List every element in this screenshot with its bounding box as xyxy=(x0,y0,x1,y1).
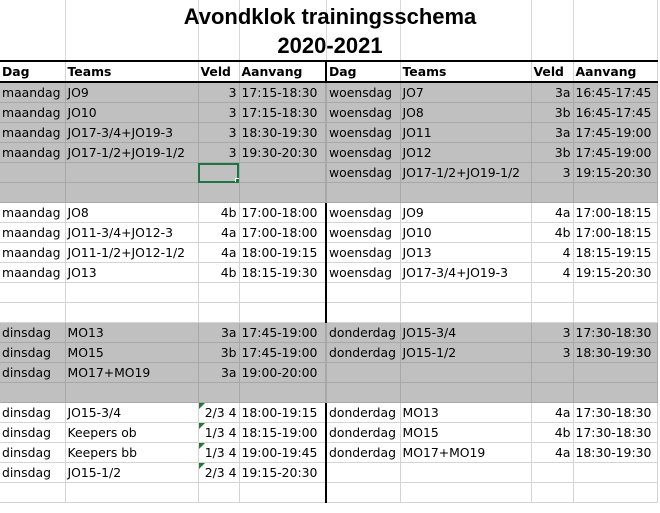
column-header-team[interactable]: Teams xyxy=(400,61,531,82)
cell-dag[interactable] xyxy=(326,463,400,483)
cell-aanvang[interactable]: 19:00-19:45 xyxy=(239,443,326,463)
cell-dag[interactable] xyxy=(0,383,65,403)
cell-team[interactable]: MO17+MO19 xyxy=(65,363,198,383)
cell-veld[interactable]: 3 xyxy=(531,343,573,363)
cell-aanvang[interactable]: 17:30-18:30 xyxy=(573,403,657,423)
cell-dag[interactable]: maandag xyxy=(0,82,65,103)
column-header-dag[interactable]: Dag xyxy=(0,61,65,82)
cell-veld[interactable] xyxy=(198,283,239,303)
table-row xyxy=(0,183,657,203)
cell-dag[interactable]: woensdag xyxy=(326,263,400,283)
cell-team[interactable] xyxy=(65,383,198,403)
cell-veld[interactable]: 3 xyxy=(198,103,239,123)
cell-veld[interactable]: 4 xyxy=(531,243,573,263)
cell-aanvang[interactable] xyxy=(239,183,326,203)
cell-aanvang[interactable]: 16:45-17:45 xyxy=(573,103,657,123)
table-row xyxy=(0,363,657,383)
cell-team[interactable] xyxy=(400,183,531,203)
cell-aanvang[interactable]: 18:15-19:00 xyxy=(239,423,326,443)
cell-aanvang[interactable] xyxy=(239,283,326,303)
cell-veld[interactable]: 4a xyxy=(198,243,239,263)
cell-dag[interactable]: dinsdag xyxy=(0,423,65,443)
cell-aanvang[interactable]: 19:00-20:00 xyxy=(239,363,326,383)
cell-team[interactable]: MO13 xyxy=(400,403,531,423)
cell-veld[interactable]: 4a xyxy=(531,203,573,223)
table-row xyxy=(0,243,657,263)
cell-team[interactable]: JO10 xyxy=(400,223,531,243)
cell-aanvang[interactable]: 18:15-19:30 xyxy=(239,263,326,283)
cell-team[interactable] xyxy=(400,383,531,403)
cell-dag[interactable] xyxy=(326,383,400,403)
cell-dag[interactable] xyxy=(0,163,65,183)
cell-aanvang[interactable] xyxy=(239,383,326,403)
cell-aanvang[interactable]: 17:30-18:30 xyxy=(573,423,657,443)
cell-aanvang[interactable]: 19:15-20:30 xyxy=(573,163,657,183)
cell-veld[interactable]: 2/3 4 xyxy=(198,463,239,483)
cell-veld[interactable]: 3a xyxy=(531,82,573,103)
cell-dag[interactable]: maandag xyxy=(0,263,65,283)
cell-aanvang[interactable]: 16:45-17:45 xyxy=(573,82,657,103)
cell-aanvang[interactable] xyxy=(239,483,326,503)
cell-team[interactable] xyxy=(65,283,198,303)
cell-team[interactable]: JO8 xyxy=(65,203,198,223)
table-row xyxy=(0,443,657,463)
table-row xyxy=(0,223,657,243)
sheet-subtitle-season: 2020-2021 xyxy=(277,33,383,58)
cell-veld[interactable] xyxy=(198,383,239,403)
cell-dag[interactable]: dinsdag xyxy=(0,443,65,463)
cell-aanvang[interactable]: 19:15-20:30 xyxy=(239,463,326,483)
cell-dag[interactable]: dinsdag xyxy=(0,363,65,383)
selected-cell[interactable] xyxy=(198,163,239,183)
table-row xyxy=(0,283,657,303)
cell-team[interactable]: JO15-3/4 xyxy=(65,403,198,423)
cell-dag[interactable]: donderdag xyxy=(326,423,400,443)
cell-aanvang[interactable] xyxy=(573,303,657,323)
cell-team[interactable]: JO9 xyxy=(400,203,531,223)
table-row xyxy=(0,123,657,143)
cell-aanvang[interactable]: 18:30-19:30 xyxy=(573,343,657,363)
cell-team[interactable]: JO13 xyxy=(400,243,531,263)
cell-dag[interactable] xyxy=(326,303,400,323)
cell-team[interactable]: Keepers ob xyxy=(65,423,198,443)
cell-team[interactable] xyxy=(400,283,531,303)
cell-veld[interactable]: 4b xyxy=(531,423,573,443)
cell-veld[interactable]: 3a xyxy=(198,363,239,383)
cell-veld[interactable]: 4a xyxy=(531,443,573,463)
cell-veld[interactable]: 4b xyxy=(198,263,239,283)
cell-veld[interactable]: 1/3 4 xyxy=(198,443,239,463)
cell-dag[interactable] xyxy=(0,483,65,503)
cell-dag[interactable]: woensdag xyxy=(326,103,400,123)
cell-team[interactable]: JO15-1/2 xyxy=(65,463,198,483)
cell-veld[interactable]: 4a xyxy=(531,403,573,423)
cell-veld[interactable] xyxy=(198,483,239,503)
column-header-veld[interactable]: Veld xyxy=(198,61,239,82)
cell-dag[interactable] xyxy=(0,283,65,303)
cell-veld[interactable]: 3 xyxy=(198,143,239,163)
cell-team[interactable]: JO7 xyxy=(400,82,531,103)
table-row xyxy=(0,303,657,323)
cell-veld[interactable]: 3 xyxy=(531,163,573,183)
cell-team[interactable] xyxy=(400,363,531,383)
table-row xyxy=(0,403,657,423)
cell-dag[interactable]: donderdag xyxy=(326,323,400,343)
cell-aanvang[interactable] xyxy=(573,363,657,383)
cell-aanvang[interactable]: 19:15-20:30 xyxy=(573,263,657,283)
table-row xyxy=(0,103,657,123)
cell-team[interactable]: MO17+MO19 xyxy=(400,443,531,463)
cell-dag[interactable] xyxy=(326,363,400,383)
cell-team[interactable]: JO12 xyxy=(400,143,531,163)
column-header-dag[interactable]: Dag xyxy=(326,61,400,82)
cell-aanvang[interactable]: 17:15-18:30 xyxy=(239,82,326,103)
cell-aanvang[interactable] xyxy=(239,163,326,183)
cell-team[interactable]: JO15-3/4 xyxy=(400,323,531,343)
cell-team[interactable]: JO10 xyxy=(65,103,198,123)
cell-team[interactable]: JO17-1/2+JO19-1/2 xyxy=(400,163,531,183)
cell-team[interactable]: JO17-3/4+JO19-3 xyxy=(400,263,531,283)
cell-veld[interactable] xyxy=(531,463,573,483)
cell-team[interactable]: JO15-1/2 xyxy=(400,343,531,363)
cell-dag[interactable]: dinsdag xyxy=(0,343,65,363)
cell-dag[interactable]: woensdag xyxy=(326,223,400,243)
cell-dag[interactable] xyxy=(326,283,400,303)
cell-dag[interactable]: woensdag xyxy=(326,143,400,163)
cell-aanvang[interactable]: 17:00-18:00 xyxy=(239,223,326,243)
cell-aanvang[interactable]: 18:30-19:30 xyxy=(573,443,657,463)
cell-aanvang[interactable]: 17:00-18:15 xyxy=(573,203,657,223)
cell-dag[interactable]: woensdag xyxy=(326,243,400,263)
cell-team[interactable]: MO15 xyxy=(65,343,198,363)
cell-aanvang[interactable] xyxy=(573,463,657,483)
cell-team[interactable] xyxy=(65,303,198,323)
cell-dag[interactable]: woensdag xyxy=(326,163,400,183)
cell-team[interactable] xyxy=(65,163,198,183)
cell-veld[interactable]: 3b xyxy=(531,103,573,123)
table-row xyxy=(0,203,657,223)
table-row xyxy=(0,263,657,283)
cell-team[interactable]: JO11-3/4+JO12-3 xyxy=(65,223,198,243)
cell-team[interactable] xyxy=(65,483,198,503)
cell-team[interactable]: JO17-1/2+JO19-1/2 xyxy=(65,143,198,163)
cell-dag[interactable]: woensdag xyxy=(326,203,400,223)
column-header-aanvang[interactable]: Aanvang xyxy=(239,61,326,82)
cell-aanvang[interactable]: 17:45-19:00 xyxy=(573,123,657,143)
cell-dag[interactable]: maandag xyxy=(0,223,65,243)
cell-team[interactable] xyxy=(400,463,531,483)
cell-aanvang[interactable]: 17:45-19:00 xyxy=(239,323,326,343)
table-row xyxy=(0,323,657,343)
cell-veld[interactable] xyxy=(531,283,573,303)
cell-team[interactable]: JO11 xyxy=(400,123,531,143)
cell-aanvang[interactable]: 18:00-19:15 xyxy=(239,403,326,423)
cell-aanvang[interactable]: 17:30-18:30 xyxy=(573,323,657,343)
cell-dag[interactable] xyxy=(0,183,65,203)
cell-aanvang[interactable]: 18:30-19:30 xyxy=(239,123,326,143)
cell-veld[interactable]: 3a xyxy=(531,123,573,143)
cell-veld[interactable]: 2/3 4 xyxy=(198,403,239,423)
cell-aanvang[interactable]: 18:00-19:15 xyxy=(239,243,326,263)
cell-dag[interactable]: maandag xyxy=(0,203,65,223)
cell-veld[interactable]: 4a xyxy=(198,223,239,243)
table-row xyxy=(0,143,657,163)
cell-aanvang[interactable] xyxy=(573,483,657,503)
cell-dag[interactable]: woensdag xyxy=(326,82,400,103)
table-row xyxy=(0,163,657,183)
cell-veld[interactable] xyxy=(198,183,239,203)
cell-dag[interactable] xyxy=(0,303,65,323)
cell-veld[interactable]: 4 xyxy=(531,263,573,283)
cell-veld[interactable]: 4b xyxy=(531,223,573,243)
cell-aanvang[interactable]: 18:15-19:15 xyxy=(573,243,657,263)
cell-aanvang[interactable]: 17:45-19:00 xyxy=(573,143,657,163)
cell-veld[interactable] xyxy=(531,303,573,323)
cell-dag[interactable]: donderdag xyxy=(326,403,400,423)
cell-team[interactable]: JO9 xyxy=(65,82,198,103)
cell-veld[interactable]: 3 xyxy=(531,323,573,343)
cell-veld[interactable]: 4b xyxy=(198,203,239,223)
cell-team[interactable]: MO15 xyxy=(400,423,531,443)
header-row xyxy=(0,61,657,82)
cell-dag[interactable]: dinsdag xyxy=(0,323,65,343)
cell-dag[interactable]: maandag xyxy=(0,123,65,143)
cell-team[interactable] xyxy=(400,303,531,323)
cell-veld[interactable]: 3a xyxy=(198,323,239,343)
schedule-table xyxy=(0,60,658,503)
fill-handle[interactable] xyxy=(235,178,240,183)
cell-aanvang[interactable]: 17:45-19:00 xyxy=(239,343,326,363)
cell-aanvang[interactable] xyxy=(239,303,326,323)
cell-dag[interactable]: maandag xyxy=(0,143,65,163)
schedule-body xyxy=(0,61,657,503)
cell-veld[interactable] xyxy=(531,383,573,403)
cell-veld[interactable]: 3 xyxy=(198,82,239,103)
cell-veld[interactable] xyxy=(531,183,573,203)
cell-dag[interactable]: dinsdag xyxy=(0,403,65,423)
cell-dag[interactable] xyxy=(326,483,400,503)
cell-dag[interactable]: dinsdag xyxy=(0,463,65,483)
sheet-title: Avondklok trainingsschema xyxy=(183,4,477,29)
table-row xyxy=(0,463,657,483)
cell-dag[interactable]: maandag xyxy=(0,243,65,263)
cell-dag[interactable]: donderdag xyxy=(326,343,400,363)
cell-team[interactable] xyxy=(65,183,198,203)
cell-veld[interactable] xyxy=(531,483,573,503)
cell-veld[interactable]: 3b xyxy=(198,343,239,363)
cell-team[interactable]: JO13 xyxy=(65,263,198,283)
cell-aanvang[interactable]: 19:30-20:30 xyxy=(239,143,326,163)
cell-aanvang[interactable] xyxy=(573,383,657,403)
cell-aanvang[interactable]: 17:15-18:30 xyxy=(239,103,326,123)
cell-aanvang[interactable]: 17:00-18:00 xyxy=(239,203,326,223)
cell-dag[interactable] xyxy=(326,183,400,203)
table-row xyxy=(0,343,657,363)
cell-veld[interactable]: 1/3 4 xyxy=(198,423,239,443)
table-row xyxy=(0,82,657,103)
cell-veld[interactable]: 3 xyxy=(198,123,239,143)
cell-dag[interactable]: maandag xyxy=(0,103,65,123)
table-row xyxy=(0,483,657,503)
cell-team[interactable]: JO17-3/4+JO19-3 xyxy=(65,123,198,143)
table-row xyxy=(0,423,657,443)
cell-dag[interactable]: donderdag xyxy=(326,443,400,463)
cell-team[interactable]: MO13 xyxy=(65,323,198,343)
cell-veld[interactable]: 3b xyxy=(531,143,573,163)
cell-aanvang[interactable] xyxy=(573,183,657,203)
cell-dag[interactable]: woensdag xyxy=(326,123,400,143)
column-header-aanvang[interactable]: Aanvang xyxy=(573,61,657,82)
cell-team[interactable]: Keepers bb xyxy=(65,443,198,463)
table-row xyxy=(0,383,657,403)
cell-team[interactable] xyxy=(400,483,531,503)
cell-team[interactable]: JO11-1/2+JO12-1/2 xyxy=(65,243,198,263)
cell-team[interactable]: JO8 xyxy=(400,103,531,123)
column-header-veld[interactable]: Veld xyxy=(531,61,573,82)
cell-aanvang[interactable]: 17:00-18:15 xyxy=(573,223,657,243)
column-header-team[interactable]: Teams xyxy=(65,61,198,82)
cell-aanvang[interactable] xyxy=(573,283,657,303)
cell-veld[interactable] xyxy=(531,363,573,383)
cell-veld[interactable] xyxy=(198,303,239,323)
